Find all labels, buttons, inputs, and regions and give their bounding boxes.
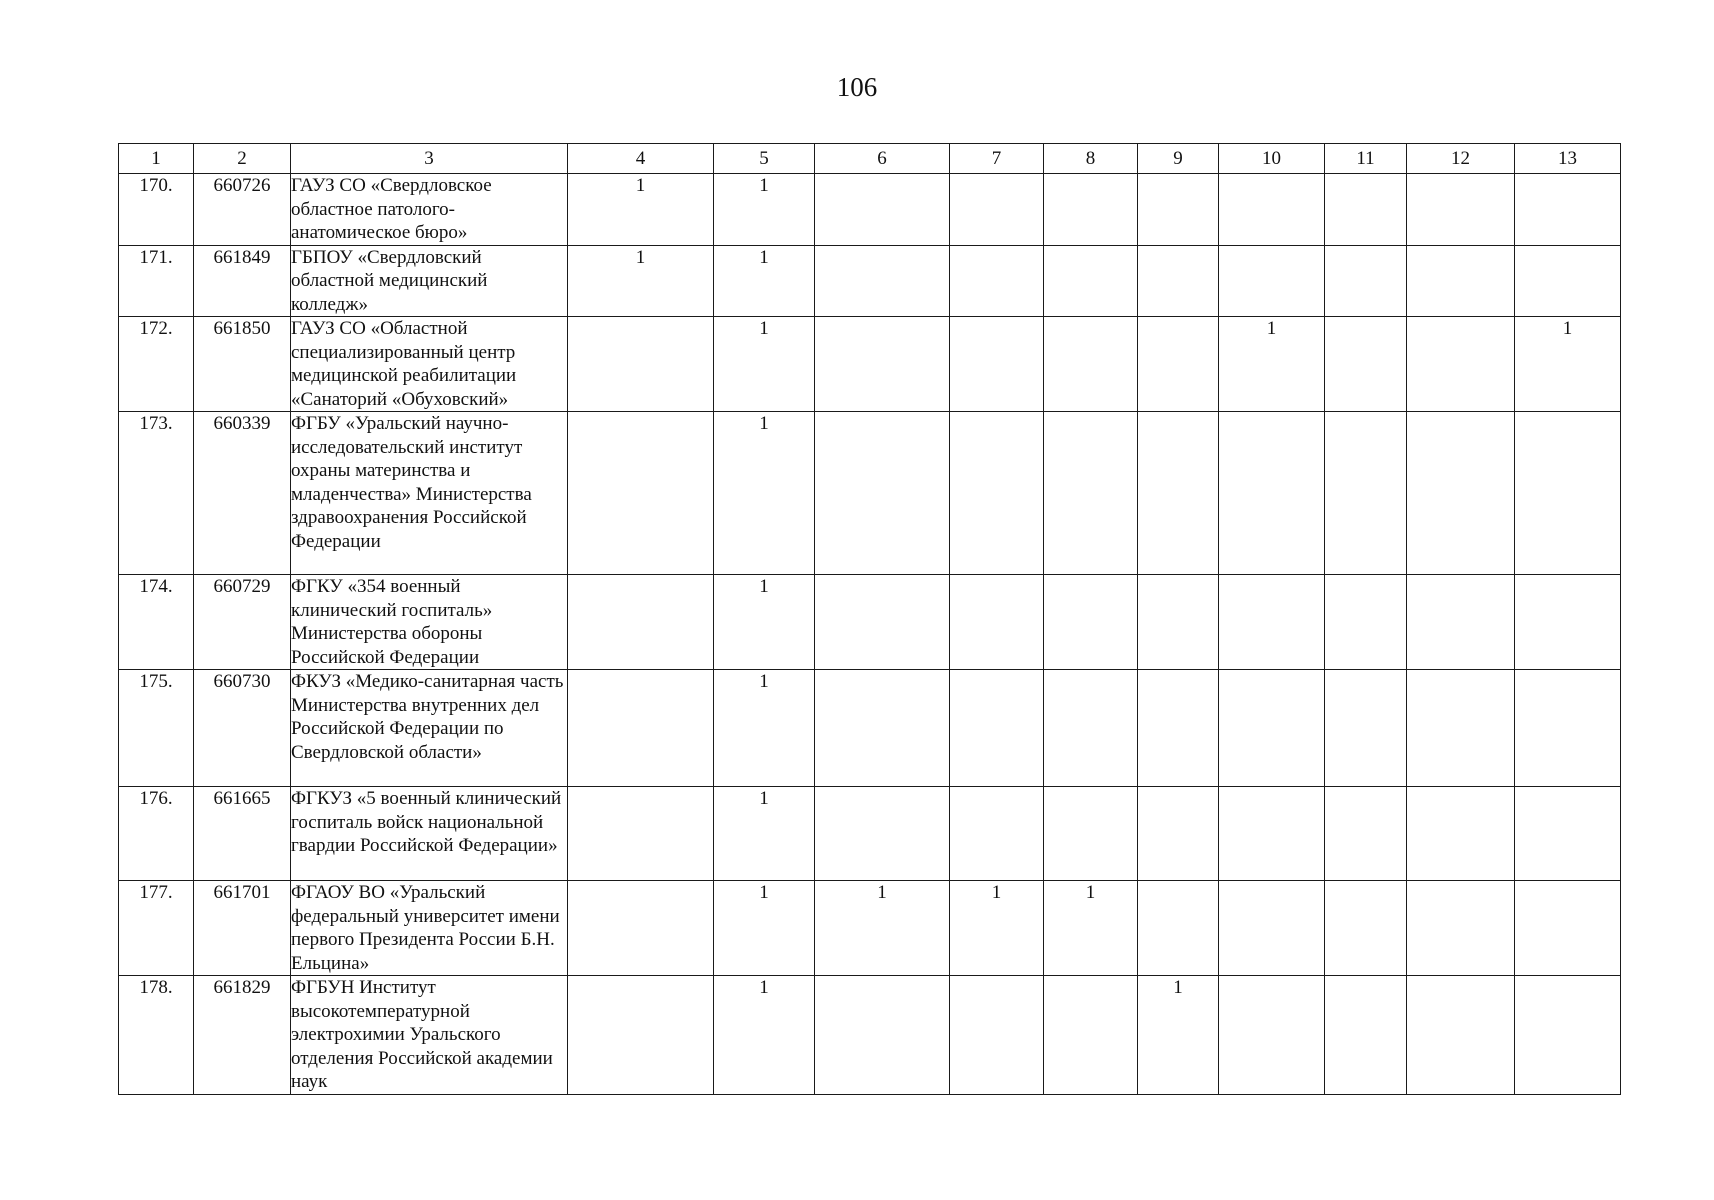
value-cell-col-9 (1138, 317, 1219, 412)
value-cell-col-13 (1515, 575, 1621, 670)
organization-name: ФКУЗ «Медико-санитарная часть Министерства внутренних дел Российской Федерации по Свердловской области» (291, 670, 568, 787)
value-cell-col-6 (815, 245, 950, 317)
row-number: 177. (119, 881, 194, 976)
column-header: 1 (119, 144, 194, 174)
column-header: 6 (815, 144, 950, 174)
table-row (119, 317, 1621, 412)
row-code: 660730 (194, 670, 291, 787)
value-cell-col-12 (1407, 317, 1515, 412)
column-number-row (119, 144, 1621, 174)
value-cell-col-9 (1138, 670, 1219, 787)
value-cell-col-13 (1515, 245, 1621, 317)
row-number: 176. (119, 787, 194, 881)
value-cell-col-4 (568, 787, 714, 881)
table-row (119, 670, 1621, 787)
value-cell-col-12 (1407, 787, 1515, 881)
value-cell-col-7 (950, 575, 1044, 670)
row-number: 172. (119, 317, 194, 412)
value-cell-col-5: 1 (714, 976, 815, 1095)
page-number: 106 (836, 72, 878, 102)
value-cell-col-10 (1219, 976, 1325, 1095)
value-cell-col-7 (950, 317, 1044, 412)
organization-name: ГАУЗ СО «Свердловское областное патолого-анатомическое бюро» (291, 174, 568, 246)
value-cell-col-7 (950, 976, 1044, 1095)
value-cell-col-8 (1044, 174, 1138, 246)
table-row (119, 976, 1621, 1095)
value-cell-col-5: 1 (714, 245, 815, 317)
value-cell-col-9 (1138, 412, 1219, 575)
value-cell-col-10 (1219, 670, 1325, 787)
value-cell-col-4 (568, 412, 714, 575)
value-cell-col-4 (568, 670, 714, 787)
value-cell-col-6 (815, 174, 950, 246)
column-header: 11 (1325, 144, 1407, 174)
value-cell-col-12 (1407, 412, 1515, 575)
data-table (118, 143, 1621, 1095)
value-cell-col-10 (1219, 787, 1325, 881)
table-row (119, 575, 1621, 670)
row-code: 661849 (194, 245, 291, 317)
organization-name: ФГАОУ ВО «Уральский федеральный университет имени первого Президента России Б.Н. Ельцина» (291, 881, 568, 976)
value-cell-col-11 (1325, 976, 1407, 1095)
value-cell-col-5: 1 (714, 317, 815, 412)
value-cell-col-4: 1 (568, 245, 714, 317)
value-cell-col-11 (1325, 575, 1407, 670)
value-cell-col-6 (815, 976, 950, 1095)
organization-name: ФГБУ «Уральский научно-исследовательский институт охраны материнства и младенчества» Министерства здравоохранения Российской Федерации (291, 412, 568, 575)
value-cell-col-12 (1407, 670, 1515, 787)
value-cell-col-13 (1515, 174, 1621, 246)
row-code: 661829 (194, 976, 291, 1095)
value-cell-col-7 (950, 245, 1044, 317)
column-header: 3 (291, 144, 568, 174)
organization-name: ФГБУН Институт высокотемпературной электрохимии Уральского отделения Российской академии наук (291, 976, 568, 1095)
column-header: 2 (194, 144, 291, 174)
column-header: 5 (714, 144, 815, 174)
value-cell-col-11 (1325, 245, 1407, 317)
row-code: 660729 (194, 575, 291, 670)
row-number: 171. (119, 245, 194, 317)
value-cell-col-4 (568, 881, 714, 976)
table-row (119, 174, 1621, 246)
value-cell-col-4 (568, 317, 714, 412)
value-cell-col-8 (1044, 412, 1138, 575)
value-cell-col-8 (1044, 976, 1138, 1095)
value-cell-col-6 (815, 317, 950, 412)
column-header: 9 (1138, 144, 1219, 174)
value-cell-col-12 (1407, 575, 1515, 670)
row-code: 661665 (194, 787, 291, 881)
value-cell-col-6 (815, 412, 950, 575)
value-cell-col-13 (1515, 787, 1621, 881)
value-cell-col-4 (568, 575, 714, 670)
value-cell-col-7 (950, 670, 1044, 787)
value-cell-col-10 (1219, 174, 1325, 246)
value-cell-col-5: 1 (714, 881, 815, 976)
value-cell-col-10 (1219, 412, 1325, 575)
value-cell-col-7 (950, 174, 1044, 246)
value-cell-col-5: 1 (714, 174, 815, 246)
value-cell-col-13 (1515, 976, 1621, 1095)
value-cell-col-11 (1325, 412, 1407, 575)
table-row (119, 881, 1621, 976)
value-cell-col-7: 1 (950, 881, 1044, 976)
column-header: 8 (1044, 144, 1138, 174)
value-cell-col-13 (1515, 412, 1621, 575)
value-cell-col-12 (1407, 245, 1515, 317)
value-cell-col-8 (1044, 575, 1138, 670)
table-row (119, 245, 1621, 317)
row-number: 175. (119, 670, 194, 787)
value-cell-col-11 (1325, 174, 1407, 246)
row-code: 661850 (194, 317, 291, 412)
table-row (119, 412, 1621, 575)
value-cell-col-12 (1407, 881, 1515, 976)
value-cell-col-10 (1219, 881, 1325, 976)
row-number: 174. (119, 575, 194, 670)
value-cell-col-9 (1138, 245, 1219, 317)
value-cell-col-4 (568, 976, 714, 1095)
row-number: 170. (119, 174, 194, 246)
value-cell-col-11 (1325, 670, 1407, 787)
organization-name: ГБПОУ «Свердловский областной медицинский колледж» (291, 245, 568, 317)
value-cell-col-11 (1325, 317, 1407, 412)
row-code: 661701 (194, 881, 291, 976)
value-cell-col-8 (1044, 245, 1138, 317)
value-cell-col-4: 1 (568, 174, 714, 246)
value-cell-col-5: 1 (714, 787, 815, 881)
value-cell-col-8 (1044, 317, 1138, 412)
value-cell-col-13 (1515, 670, 1621, 787)
value-cell-col-13: 1 (1515, 317, 1621, 412)
value-cell-col-5: 1 (714, 575, 815, 670)
column-header: 13 (1515, 144, 1621, 174)
column-header: 4 (568, 144, 714, 174)
value-cell-col-7 (950, 412, 1044, 575)
value-cell-col-5: 1 (714, 670, 815, 787)
value-cell-col-9: 1 (1138, 976, 1219, 1095)
value-cell-col-9 (1138, 174, 1219, 246)
value-cell-col-6: 1 (815, 881, 950, 976)
value-cell-col-7 (950, 787, 1044, 881)
value-cell-col-13 (1515, 881, 1621, 976)
value-cell-col-5: 1 (714, 412, 815, 575)
column-header: 10 (1219, 144, 1325, 174)
table-row (119, 787, 1621, 881)
value-cell-col-12 (1407, 174, 1515, 246)
value-cell-col-10 (1219, 575, 1325, 670)
value-cell-col-8 (1044, 787, 1138, 881)
value-cell-col-10 (1219, 245, 1325, 317)
value-cell-col-6 (815, 787, 950, 881)
value-cell-col-6 (815, 670, 950, 787)
value-cell-col-11 (1325, 881, 1407, 976)
row-number: 178. (119, 976, 194, 1095)
value-cell-col-6 (815, 575, 950, 670)
row-code: 660339 (194, 412, 291, 575)
value-cell-col-11 (1325, 787, 1407, 881)
row-code: 660726 (194, 174, 291, 246)
value-cell-col-9 (1138, 575, 1219, 670)
value-cell-col-8 (1044, 670, 1138, 787)
value-cell-col-9 (1138, 881, 1219, 976)
organization-name: ФГКУ «354 военный клинический госпиталь» Министерства обороны Российской Федерации (291, 575, 568, 670)
value-cell-col-9 (1138, 787, 1219, 881)
column-header: 7 (950, 144, 1044, 174)
column-header: 12 (1407, 144, 1515, 174)
organization-name: ФГКУЗ «5 военный клинический госпиталь войск национальной гвардии Российской Федерации» (291, 787, 568, 881)
value-cell-col-8: 1 (1044, 881, 1138, 976)
row-number: 173. (119, 412, 194, 575)
value-cell-col-12 (1407, 976, 1515, 1095)
organization-name: ГАУЗ СО «Областной специализированный центр медицинской реабилитации «Санаторий «Обуховский» (291, 317, 568, 412)
table-body (119, 174, 1621, 1095)
value-cell-col-10: 1 (1219, 317, 1325, 412)
